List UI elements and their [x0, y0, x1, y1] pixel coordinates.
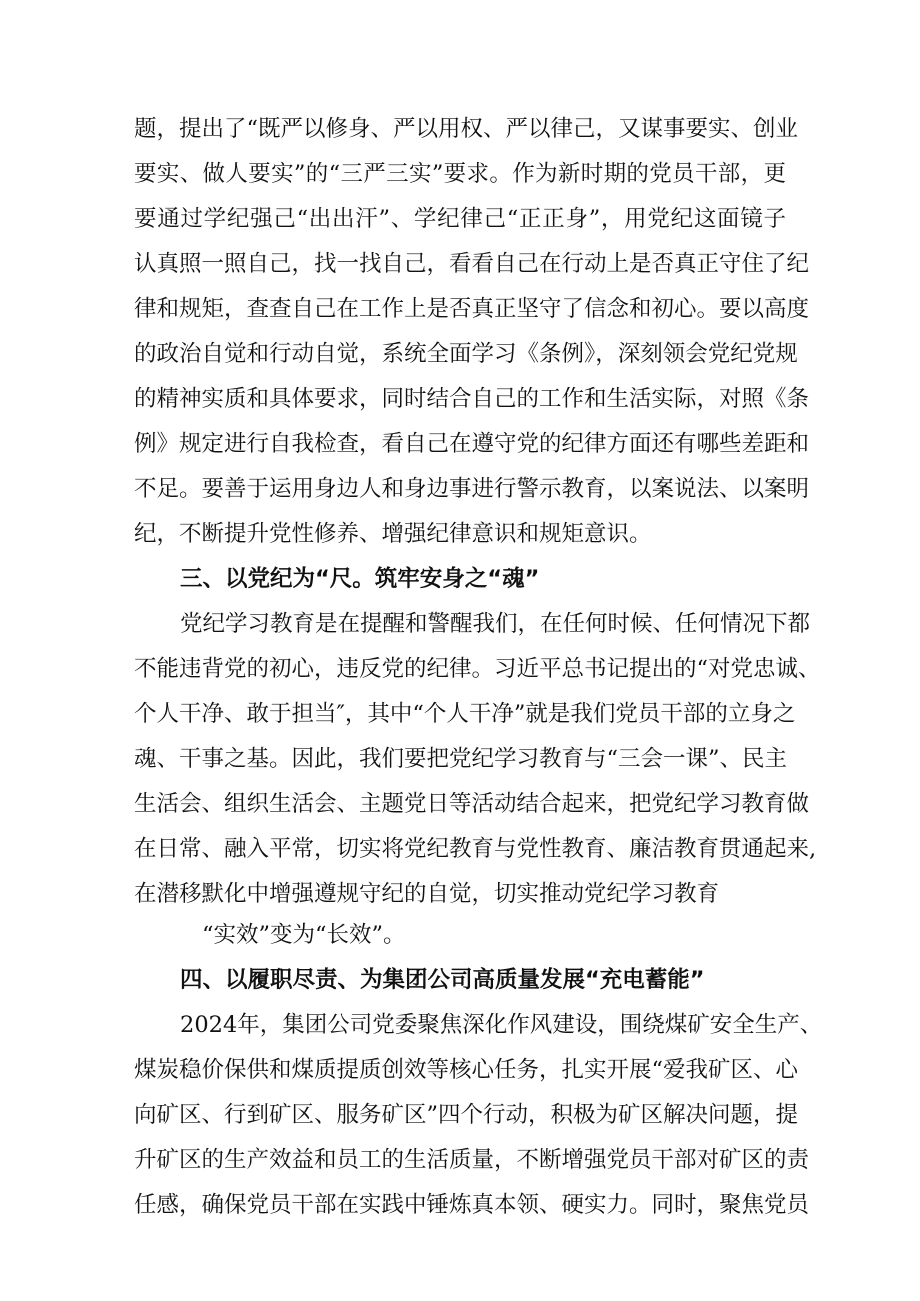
paragraph-line: 的精神实质和具体要求，同时结合自己的工作和生活实际，对照《条 [134, 386, 810, 412]
paragraph-line: 纪，不断提升党性修养、增强纪律意识和规矩意识。 [134, 521, 652, 547]
paragraph-line: 不能违背党的初心，违反党的纪律。习近平总书记提出的“对党忠诚、 [134, 656, 821, 682]
paragraph-line: 2024年，集团公司党委聚焦深化作风建设，围绕煤矿安全生产、 [180, 1012, 823, 1038]
paragraph-line: 任感，确保党员干部在实践中锤炼真本领、硬实力。同时，聚焦党员 [134, 1192, 810, 1218]
section-4-heading: 四、以履职尽责、为集团公司高质量发展“充电蓄能” [180, 967, 705, 993]
paragraph-line: 要通过学纪强己“出出汗”、学纪律己“正正身”，用党纪这面镜子 [134, 206, 786, 232]
paragraph-line: 在潜移默化中增强遵规守纪的自觉，切实推动党纪学习教育 [134, 881, 720, 907]
paragraph-line: 升矿区的生产效益和员工的生活质量，不断增强党员干部对矿区的责 [134, 1147, 810, 1173]
paragraph-line: 个人干净、敢于担当″，其中“个人干净”就是我们党员干部的立身之 [134, 701, 796, 727]
paragraph-line: 律和规矩，查查自己在工作上是否真正坚守了信念和初心。要以高度 [134, 296, 810, 322]
section-3-heading: 三、以党纪为“尺。筑牢安身之“魂” [180, 566, 540, 592]
paragraph-line: 在日常、融入平常，切实将党纪教育与党性教育、廉洁教育贯通起来, [134, 836, 817, 862]
paragraph-line: 魂、干事之基。因此，我们要把党纪学习教育与“三会一课”、民主 [134, 746, 788, 772]
paragraph-line: 向矿区、行到矿区、服务矿区”四个行动，积极为矿区解决问题，提 [134, 1102, 799, 1128]
paragraph-line: 煤炭稳价保供和煤质提质创效等核心任务，扎实开展“爱我矿区、心 [134, 1057, 799, 1083]
paragraph-line: 不足。要善于运用身边人和身边事进行警示教育，以案说法、以案明 [134, 476, 810, 502]
paragraph-line: 例》规定进行自我检查，看自己在遵守党的纪律方面还有哪些差距和 [134, 431, 810, 457]
paragraph-line: 党纪学习教育是在提醒和警醒我们，在任何时候、任何情况下都 [180, 611, 811, 637]
paragraph-line: 生活会、组织生活会、主题党日等活动结合起来，把党纪学习教育做 [134, 791, 810, 817]
paragraph-line: 要实、做人要实”的“三严三实”要求。作为新时期的党员干部，更 [134, 161, 786, 187]
paragraph-line: 认真照一照自己，找一找自己，看看自己在行动上是否真正守住了纪 [134, 251, 810, 277]
paragraph-line: 的政治自觉和行动自觉，系统全面学习《条例》，深刻领会党纪党规 [134, 341, 798, 367]
paragraph-line: 题，提出了“既严以修身、严以用权、严以律己，又谋事要实、创业 [134, 116, 799, 142]
paragraph-continuation: “实效”变为“长效”。 [202, 922, 406, 948]
